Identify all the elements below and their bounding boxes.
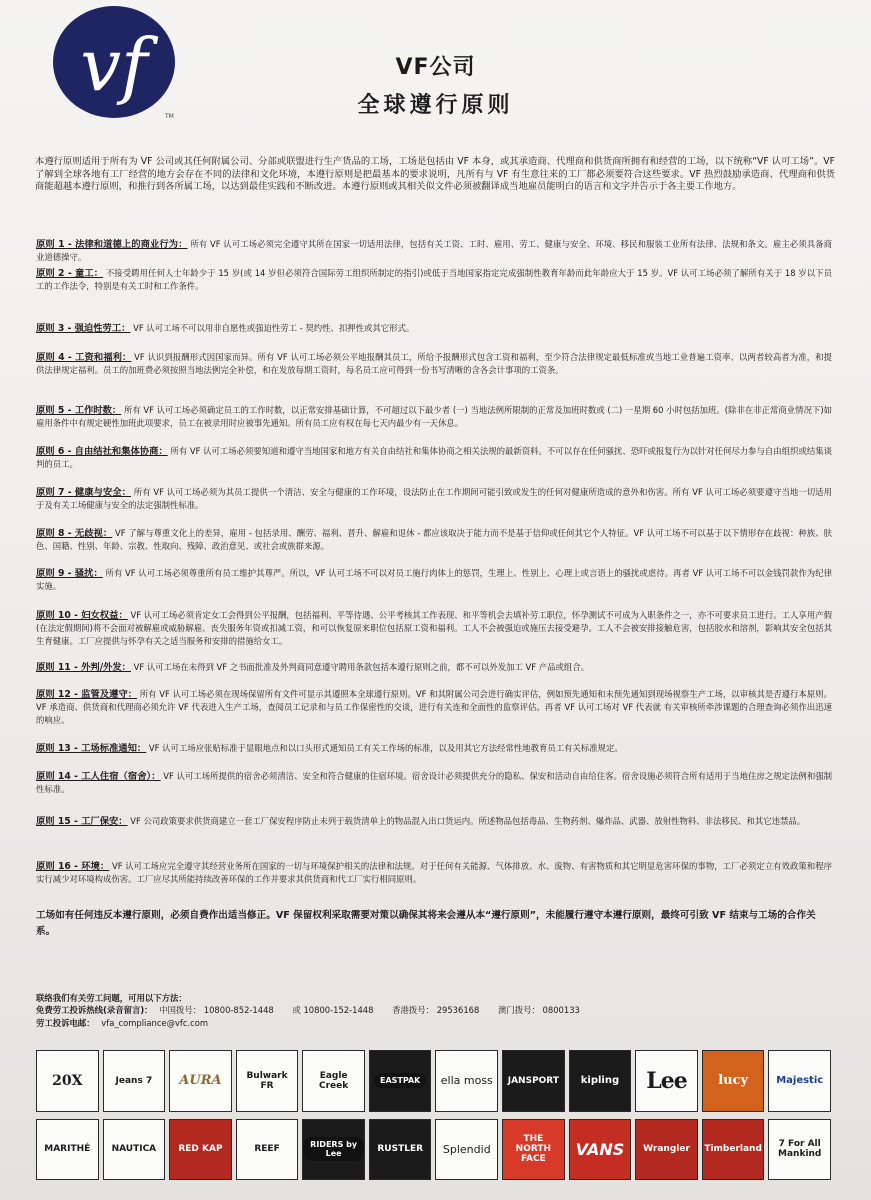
principle-text: 所有 VF 认可工场必须为其员工提供一个清洁、安全与健康的工作环境，设法防止在工作期间可能引致或发生的任何对健康所造成的意外和伤害。所有 VF 认可工场必须要遵守当地一切适用于及有关工场健康与安全的法定强制性标准。 [36,487,832,511]
brand-logo [569,1050,632,1112]
principle-text: VF 公司政策要求供货商建立一套工厂保安程序防止未列于载货清单上的物品混入出口货运内。所述物品包括毒品、生物药剂、爆炸品、武器、放射性物料、非法移民、和其它违禁品。 [130,816,806,826]
principle-heading: 原则 9 - 骚扰： [36,568,103,579]
macau-number: 0800133 [542,1005,580,1015]
principle-14 [36,770,832,796]
principle-text: VF 认可工场应张贴标准于显眼地点和以口头形式通知员工有关工作场的标准，以及用其它方法经常性地教育员工有关标准规定。 [148,743,623,753]
principle-heading: 原则 4 - 工资和福利： [36,352,132,363]
principle-text: 所有 VF 认可工场必须确定员工的工作时数，以正常安排基础计算，不可超过以下最少者 (一) 当地法例所限制的正常及加班时数或 (二) 一星期 60 小时包括加班。(除非在非正常商业情况下)如雇用条件中有规定硬性加班此项要求，员工在被录用时应被事先通知。所有员工应有权在每七天内最少有一天休息。 [36,405,832,429]
brand-logo [369,1050,432,1112]
china-number: 10800-852-1448 [203,1005,274,1015]
brand-logo [36,1119,99,1181]
principle-heading: 原则 10 - 妇女权益： [36,610,128,621]
principle-text: VF 认可工场不可以用非自愿性或强迫性劳工 - 契约性、扣押性或其它形式。 [133,323,415,333]
principle-heading: 原则 16 - 环境： [36,861,110,872]
principle-9 [36,567,832,593]
brand-logo [435,1119,498,1181]
principle-heading: 原则 2 - 童工： [36,268,104,279]
brand-logo-text: NAUTICA [111,1144,157,1155]
principle-8 [36,527,832,553]
brand-logo [302,1119,365,1181]
brand-logo-text: Eagle Creek [318,1070,349,1091]
brand-logo [236,1119,299,1181]
brand-logo [502,1050,565,1112]
brand-logo-text: Majestic [776,1075,824,1087]
principle-heading: 原则 1 - 法律和道德上的商业行为： [36,239,188,250]
intro-paragraph: 本遵行原则适用于所有为 VF 公司或其任何附属公司、分部或联盟进行生产货品的工场，工场是包括由 VF 本身，或其承造商、代理商和供货商所拥有和经营的工场，以下统称“VF 认可工场”。VF 了解到全球各地有工厂经营的地方会存在不同的法律和文化环境，本遵行原则是把最基本的要求说明，凡所有与 VF 有生意往来的工厂都必须要符合这些要求。VF 热烈鼓励承造商、代理商和供货商能超越本遵行原则，和推行到各所属工场，以达到最佳实践和不断改进。本遵行原则或其相关似文件必须被翻译成当地雇员能明白的语言和文字并告示于各主要工作地方。 [35,156,835,193]
brand-logo [36,1050,99,1112]
principle-5 [36,404,832,430]
principle-heading: 原则 13 - 工场标准通知： [36,743,147,754]
principle-4 [36,351,832,377]
principle-10 [36,609,832,647]
brand-logo-text: RIDERS by Lee [303,1137,364,1161]
principle-heading: 原则 11 - 外判/外发： [36,662,131,673]
principle-heading: 原则 7 - 健康与安全： [36,487,132,498]
principle-text: VF 认可工场在未得到 VF 之书面批准及外判商同意遵守聘用条款包括本遵行原则之前，都不可以外发加工 VF 产品或组合。 [133,662,589,672]
brand-logo [702,1119,765,1181]
brand-logo-text: Jeans 7 [115,1075,153,1086]
brand-logo [236,1050,299,1112]
brand-logo-text: Timberland [704,1144,762,1155]
principle-6 [36,445,832,471]
principle-12 [36,688,832,726]
document-subtitle: 全球遵行原则 [357,93,514,118]
principle-heading: 原则 3 - 强迫性劳工： [36,323,131,334]
brand-logo [768,1050,831,1112]
brand-logo [435,1050,498,1112]
china-number-alt: 10800-152-1448 [303,1005,374,1015]
principle-11 [36,661,832,674]
brand-logo [569,1119,632,1181]
brand-logo-grid [36,1050,831,1180]
principle-text: 所有 VF 认可工场必须尊重所有员工维护其尊严。所以，VF 认可工场不可以对员工施行肉体上的惩罚，生理上、性别上、心理上或言语上的骚扰或虐待。再者 VF 认可工场不可以金钱罚款作为纪律实施。 [36,568,832,592]
principle-13 [36,742,832,755]
principle-text: 所有 VF 认可工场必须在现场保留所有文件可显示其遵照本全球遵行原则。VF 和其附属公司会进行确实评估，例如预先通知和未预先通知到现场视察生产工场，以审核其是否遵行本原则。VF 承造商、供货商和代理商必须允许 VF 代表进入生产工场，查阅员工记录和与员工作保密性的交谈，进行有关连和全面性的监察评估。再者 VF 认可工场对 VF 代表就 有关审核所牵涉课题的合理查询必须作出迅速的响应。 [36,689,832,725]
hk-number: 29536168 [436,1005,480,1015]
document-title: VF公司 [395,55,476,80]
contact-intro: 联络我们有关劳工问题，可用以下方法： [36,993,187,1003]
trademark-mark: TM [165,113,174,120]
principle-7 [36,486,832,512]
brand-logo-text: JANSPORT [507,1075,559,1086]
principle-2 [36,267,832,293]
email-line: 劳工投诉电邮： vfa_compliance@vfc.com [36,1018,209,1028]
brand-logo [768,1119,831,1181]
principle-text: VF 认可工场应完全遵守其经营业务所在国家的一切与环境保护相关的法律和法规。对于任何有关能源、气体排放、水、废物、有害物质和其它明显危害环保的事物，工厂必须定立有效政策和程序实行减少对环境构成伤害。工厂应尽其所能持续改善环保的工作并要求其供货商和代工厂实行相同原则。 [36,861,832,885]
brand-logo [103,1119,166,1181]
principle-heading: 原则 8 - 无歧视： [36,528,113,539]
brand-logo [635,1119,698,1181]
principle-text: 所有 VF 认可工场必须要知道和遵守当地国家和地方有关自由结社和集体协商之相关法规的最新资料。不可以存在任何骚扰、恐吓或报复行为以针对任何尽力参与自由组织或结集谈判的员工。 [36,446,832,470]
brand-logo-text: REEF [254,1144,280,1155]
brand-logo-text: THE NORTH FACE [515,1134,552,1165]
brand-logo-text: Splendid [442,1142,491,1156]
brand-logo-text: Lee [646,1067,687,1094]
principle-text: VF 认可工场所提供的宿舍必须清洁、安全和符合健康的住宿环境。宿舍设计必须提供充分的隐私、保安和活动自由给住客。宿舍设施必须符合所有适用于当地住房之规定法例和强制性标准。 [36,771,833,795]
principle-heading: 原则 12 - 监管及遵守： [36,689,138,700]
hotline-line: 免费劳工投诉热线(录音留言)： 中国拨号： 10800-852-1448 或 10800-152-1448 香港拨号： 29536168 澳门拨号： 0800133 [36,1005,580,1015]
brand-logo [169,1050,232,1112]
brand-logo-text: 20X [52,1072,83,1089]
brand-logo-text: 7 For All Mankind [778,1139,822,1160]
principle-heading: 原则 14 - 工人住宿（宿舍）： [36,771,161,782]
brand-logo [103,1050,166,1112]
principle-heading: 原则 5 - 工作时数： [36,405,122,416]
brand-logo-text: AURA [179,1073,222,1089]
brand-logo-text: Wrangler [643,1144,690,1155]
brand-logo-text: lucy [718,1073,749,1089]
principle-1 [36,238,832,264]
brand-logo-text: kipling [580,1075,620,1087]
brand-logo [369,1119,432,1181]
brand-logo [702,1050,765,1112]
principle-text: VF 认识到报酬形式因国家而异。所有 VF 认可工场必须公平地报酬其员工，所给予报酬形式包含工资和福利，至少符合法律规定最低标准或当地工业普遍工资率、以两者较高者为准，和提供法律规定福利。员工的加班费必须按照当地法例完全补偿，和在发放每期工资时，每名员工应可得到一份书写清晰的含各会计事项的工资条。 [36,352,832,376]
svg-text:vf: vf [80,23,148,107]
brand-logo [635,1050,698,1112]
principle-text: 不接受聘用任何人士年龄少于 15 岁(或 14 岁但必须符合国际劳工组织所制定的指引)或低于当地国家指定完成强制性教育年龄而此年龄应大于 15 岁。VF 认可工场必须了解所有关于 18 岁以下员工的工作法令，特别是有关工时和工作条件。 [36,268,832,292]
brand-logo-text: Bulwark FR [246,1070,288,1091]
brand-logo-text: ella moss [440,1074,493,1088]
principle-heading: 原则 6 - 自由结社和集体协商： [36,446,168,457]
brand-logo-text: VANS [575,1139,625,1159]
email-link[interactable]: vfa_compliance@vfc.com [101,1018,209,1028]
principle-text: VF 认可工场必须肯定女工会得到公平报酬，包括福利、平等待遇、公平考核其工作表现、和平等机会去填补劳工职位，怀孕测试不可成为入职条件之一，亦不可要求员工进行。工人享用产假(在法定假期间)将不会面对被解雇或威胁解雇、丧失服务年资或扣减工资，和可以恢复原来职位包括原工资和福利。工人不会被强迫或施压去接受避孕。工人不会被安排接触危害，包括胶水和溶剂，影响其安全包括其生育健康。工厂应提供与怀孕有关之适当服务和安排的措施给女工。 [36,610,832,646]
brand-logo [502,1119,565,1181]
principle-heading: 原则 15 - 工厂保安： [36,816,128,827]
principle-3 [36,322,832,335]
brand-logo-text: EASTPAK [374,1073,426,1088]
brand-logo-text: MARITHÉ [44,1144,91,1155]
principle-text: VF 了解与尊重文化上的差异，雇用 - 包括录用、酬劳、福利、晋升、解雇和退休 - 都应该取决于能力而不是基于信仰或任何其它个人特征。VF 认可工场不可以基于以下情形存在歧视：种族、肤色、国籍、性别、年龄、宗教、性取向、残障、政治意见、或社会或族群来源。 [36,528,833,552]
closing-paragraph: 工场如有任何违反本遵行原则，必须自费作出适当修正。VF 保留权利采取需要对策以确保其将来会遵从本“遵行原则”，未能履行遵守本遵行原则，最终可引致 VF 结束与工场的合作关系。 [36,910,816,937]
principle-15 [36,815,832,828]
principle-16 [36,860,832,886]
brand-logo-text: RUSTLER [377,1144,424,1155]
brand-logo [169,1119,232,1181]
brand-logo [302,1050,365,1112]
principle-text: 所有 VF 认可工场必须完全遵守其所在国家一切适用法律，包括有关工资、工时、雇用、劳工、健康与安全、环境、移民和服装工业所有法律、法规和条文。雇主必须具备商业道德操守。 [36,239,832,263]
brand-logo-text: RED KAP [178,1144,223,1155]
